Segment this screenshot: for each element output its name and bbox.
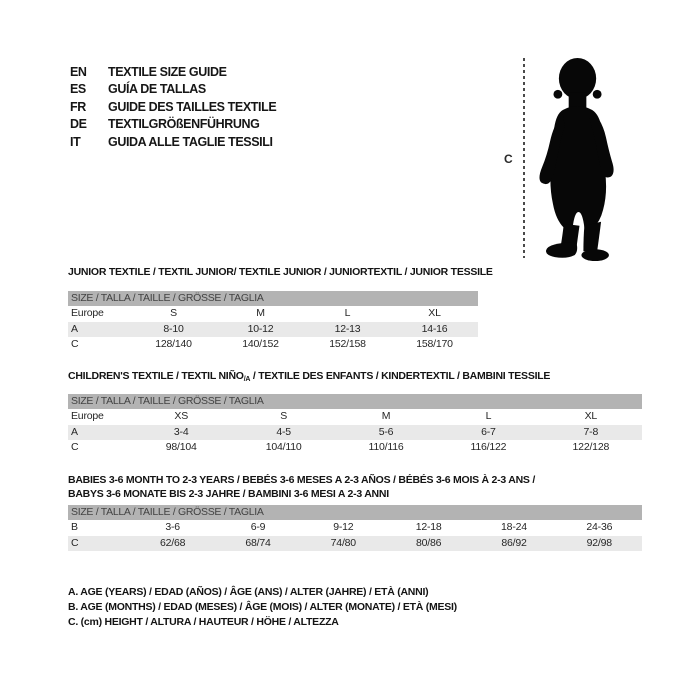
table-row xyxy=(68,306,478,322)
measure-legend xyxy=(68,585,457,630)
row-label: Europe xyxy=(71,307,104,319)
table-cell: 68/74 xyxy=(245,536,271,549)
table-cell: 98/104 xyxy=(165,441,197,453)
table-row xyxy=(68,520,642,536)
height-measure-label: C xyxy=(504,152,513,166)
language-code: FR xyxy=(70,99,86,114)
table-cell: 24-36 xyxy=(586,521,613,533)
table-cell: 7-8 xyxy=(583,425,599,438)
table-row xyxy=(68,536,642,552)
table-cell: 110/116 xyxy=(368,441,404,453)
language-label: TEXTILE SIZE GUIDE xyxy=(108,64,227,79)
table-cell: L xyxy=(485,410,492,422)
row-label: Europe xyxy=(71,410,104,422)
table-cell: 158/170 xyxy=(416,338,453,350)
table-cell: 104/110 xyxy=(265,441,302,453)
language-label: GUIDA ALLE TAGLIE TESSILI xyxy=(108,134,273,149)
babies-title-line1: BABIES 3-6 MONTH TO 2-3 YEARS / BEBÉS 3-6 MESES A 2-3 AÑOS / BÉBÉS 3-6 MOIS À 2-3 ANS / xyxy=(68,474,536,486)
table-cell: 62/68 xyxy=(160,536,186,549)
table-cell: 5-6 xyxy=(378,425,394,438)
table-cell: 92/98 xyxy=(586,536,612,549)
table-row xyxy=(68,409,642,425)
junior-table xyxy=(68,291,478,353)
table-cell: 3-6 xyxy=(165,521,180,533)
table-cell: 18-24 xyxy=(501,521,527,533)
row-label: C xyxy=(71,441,79,453)
table-cell: 10-12 xyxy=(247,322,274,335)
table-cell: 86/92 xyxy=(501,536,527,549)
childrens-table-title xyxy=(68,369,550,387)
table-cell: XL xyxy=(428,307,441,319)
language-label: GUÍA DE TALLAS xyxy=(108,82,206,97)
table-cell: 8-10 xyxy=(163,322,184,335)
table-cell: 3-4 xyxy=(173,425,189,438)
language-row-en xyxy=(70,63,276,81)
table-cell: 9-12 xyxy=(333,521,354,533)
table-cell: XL xyxy=(584,410,598,422)
size-header-bar: SIZE / TALLA / TAILLE / GRÖSSE / TAGLIA xyxy=(68,291,478,306)
table-cell: S xyxy=(280,410,288,422)
language-list xyxy=(70,63,276,151)
language-row-fr xyxy=(70,98,276,116)
table-cell: 128/140 xyxy=(155,338,192,350)
table-cell: 6-7 xyxy=(481,425,496,438)
language-row-es xyxy=(70,81,276,99)
language-code: EN xyxy=(70,64,87,79)
table-row xyxy=(68,440,642,456)
title-text: CHILDREN'S TEXTILE / TEXTIL NIÑO xyxy=(68,370,244,382)
table-cell: 14-16 xyxy=(421,322,448,335)
legend-line-c: C. (cm) HEIGHT / ALTURA / HAUTEUR / HÖHE / ALTEZZA xyxy=(68,616,339,628)
legend-line-a: A. AGE (YEARS) / EDAD (AÑOS) / ÂGE (ANS) / ALTER (JAHRE) / ETÀ (ANNI) xyxy=(68,586,429,598)
language-label: TEXTILGRÖßENFÜHRUNG xyxy=(108,117,260,132)
babies-title-line2: BABYS 3-6 MONATE BIS 2-3 JAHRE / BAMBINI 3-6 MESI A 2-3 ANNI xyxy=(68,488,389,500)
table-cell: S xyxy=(170,307,177,319)
row-label: C xyxy=(71,338,79,350)
table-cell: 152/158 xyxy=(329,338,366,350)
baby-figure-block xyxy=(498,48,633,268)
table-cell: 122/128 xyxy=(572,441,610,453)
height-measure-dashed-line xyxy=(523,58,525,258)
table-cell: 140/152 xyxy=(242,338,279,350)
baby-silhouette-icon xyxy=(533,55,624,263)
junior-table-title: JUNIOR TEXTILE / TEXTIL JUNIOR/ TEXTILE JUNIOR / JUNIORTEXTIL / JUNIOR TESSILE xyxy=(68,266,493,278)
table-row xyxy=(68,425,642,441)
language-row-it xyxy=(70,133,276,151)
language-label: GUIDE DES TAILLES TEXTILE xyxy=(108,99,277,114)
childrens-table xyxy=(68,394,642,456)
table-cell: 80/86 xyxy=(416,536,442,549)
row-label: C xyxy=(71,536,79,549)
table-cell: 12-13 xyxy=(334,322,361,335)
table-cell: M xyxy=(381,410,391,422)
table-cell: 6-9 xyxy=(250,521,266,533)
babies-table-title xyxy=(68,473,535,501)
table-row xyxy=(68,322,478,338)
table-cell: M xyxy=(256,307,265,319)
table-cell: 116/122 xyxy=(470,441,507,453)
table-cell: 12-18 xyxy=(415,521,442,533)
table-cell: 74/80 xyxy=(330,536,356,549)
row-label: B xyxy=(71,521,78,533)
size-header-bar: SIZE / TALLA / TAILLE / GRÖSSE / TAGLIA xyxy=(68,505,642,520)
row-label: A xyxy=(71,322,78,335)
language-code: ES xyxy=(70,82,86,97)
language-code: IT xyxy=(70,134,81,149)
title-text: / TEXTILE DES ENFANTS / KINDERTEXTIL / BAMBINI TESSILE xyxy=(250,370,551,382)
table-cell: XS xyxy=(174,410,188,422)
legend-line-b: B. AGE (MONTHS) / EDAD (MESES) / ÂGE (MOIS) / ALTER (MONATE) / ETÀ (MESI) xyxy=(68,601,457,613)
size-header-bar: SIZE / TALLA / TAILLE / GRÖSSE / TAGLIA xyxy=(68,394,642,409)
table-row xyxy=(68,337,478,353)
table-cell: L xyxy=(344,307,351,319)
language-code: DE xyxy=(70,117,87,132)
language-row-de xyxy=(70,116,276,134)
row-label: A xyxy=(71,425,78,438)
table-cell: 4-5 xyxy=(276,425,291,438)
title-subscript: /A xyxy=(243,376,251,383)
babies-table xyxy=(68,505,642,551)
